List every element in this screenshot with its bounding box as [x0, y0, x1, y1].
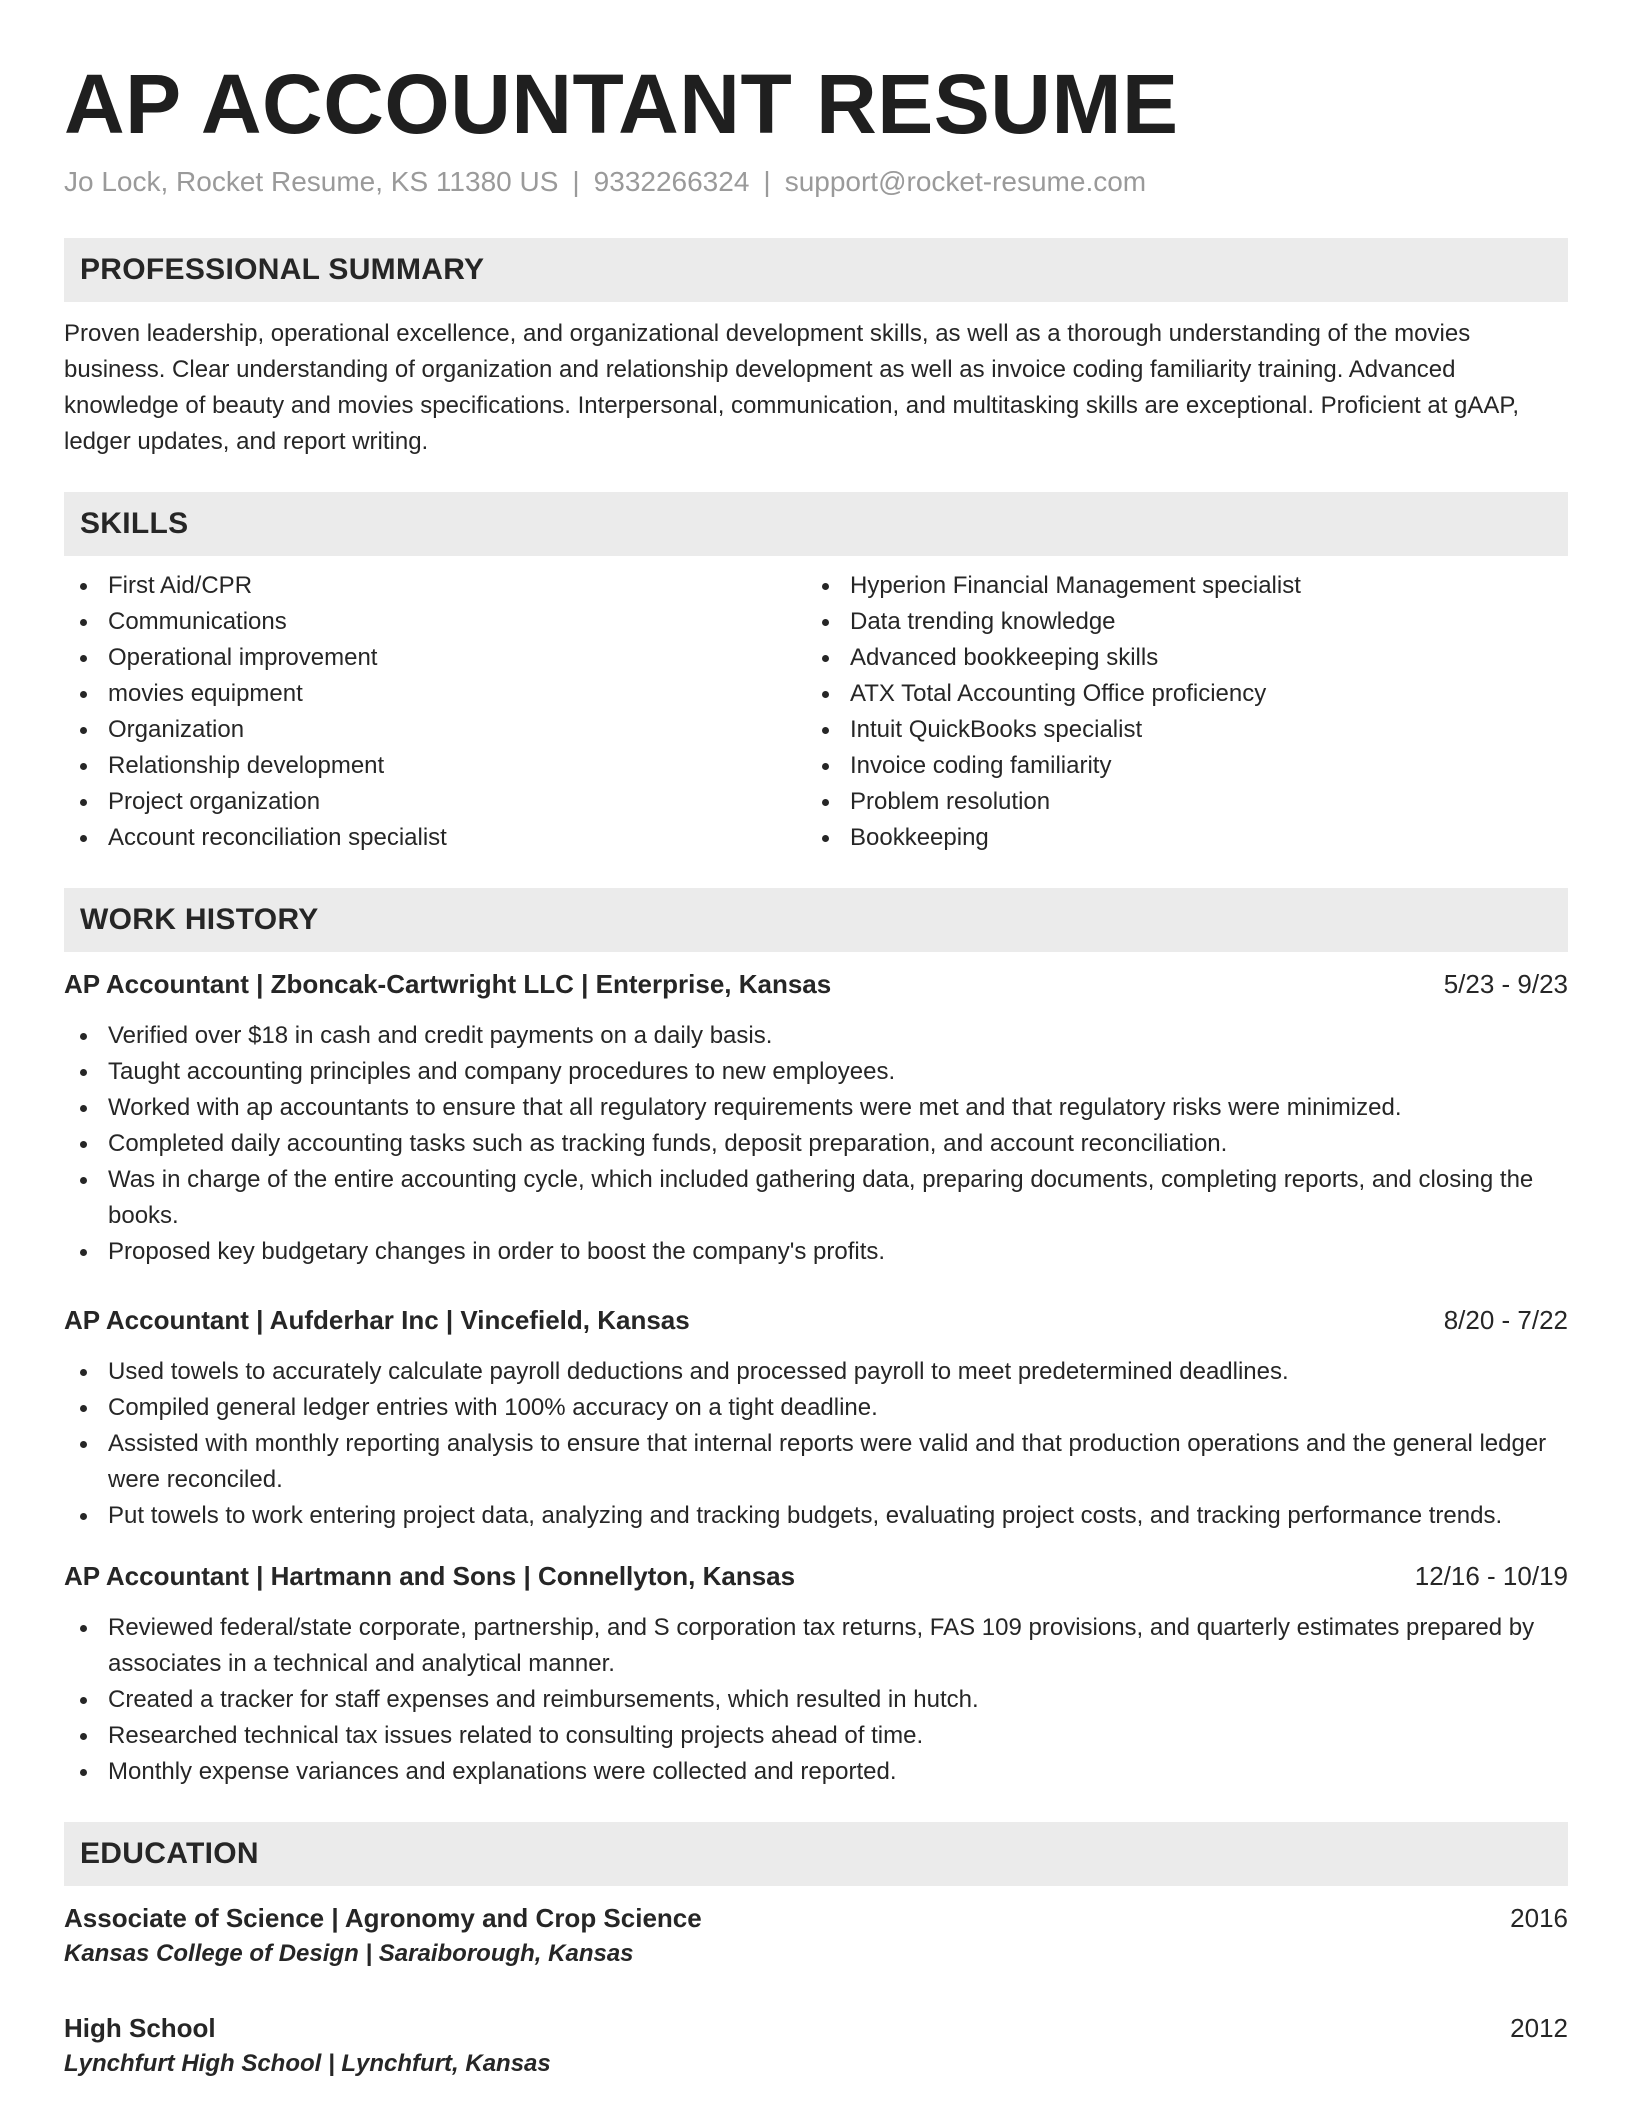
job-bullet: Was in charge of the entire accounting cycle, which included gathering data, preparing documents, completing reports, and closing the books. [64, 1162, 1568, 1234]
resume-title: AP ACCOUNTANT RESUME [64, 57, 1179, 151]
skill-item: Relationship development [64, 748, 806, 784]
job-title: AP Accountant | Aufderhar Inc | Vincefield, Kansas [64, 1305, 690, 1335]
job-bullet: Compiled general ledger entries with 100% accuracy on a tight deadline. [64, 1390, 1568, 1426]
job-entry [64, 1302, 1568, 1534]
skills-heading: SKILLS [64, 492, 1568, 556]
skill-item: First Aid/CPR [64, 568, 806, 604]
contact-line [64, 164, 1568, 200]
skill-item: Communications [64, 604, 806, 640]
skill-item: Hyperion Financial Management specialist [806, 568, 1548, 604]
job-header [64, 1302, 1568, 1338]
education-entry [64, 2010, 1568, 2082]
skill-item: Account reconciliation specialist [64, 820, 806, 856]
job-bullet: Worked with ap accountants to ensure that all regulatory requirements were met and that regulatory risks were minimized. [64, 1090, 1568, 1126]
education-heading: EDUCATION [64, 1822, 1568, 1886]
education-degree: High School [64, 2013, 216, 2043]
job-bullet: Verified over $18 in cash and credit payments on a daily basis. [64, 1018, 1568, 1054]
education-header [64, 2010, 1568, 2046]
job-bullets [64, 1354, 1568, 1534]
summary-heading: PROFESSIONAL SUMMARY [64, 238, 1568, 302]
job-title: AP Accountant | Hartmann and Sons | Connellyton, Kansas [64, 1561, 796, 1591]
education-school: Kansas College of Design | Saraiborough, Kansas [64, 1940, 634, 1967]
contact-email: support@rocket-resume.com [784, 166, 1147, 197]
skill-item: movies equipment [64, 676, 806, 712]
skill-item: Operational improvement [64, 640, 806, 676]
education-degree: Associate of Science | Agronomy and Crop Science [64, 1903, 702, 1933]
education-header [64, 1900, 1568, 1936]
skill-item: Project organization [64, 784, 806, 820]
contact-separator: | [763, 166, 771, 197]
skills-grid [64, 568, 1568, 856]
skill-item: Bookkeeping [806, 820, 1548, 856]
skill-item: ATX Total Accounting Office proficiency [806, 676, 1548, 712]
job-bullet: Researched technical tax issues related to consulting projects ahead of time. [64, 1718, 1568, 1754]
job-bullet: Completed daily accounting tasks such as tracking funds, deposit preparation, and account reconciliation. [64, 1126, 1568, 1162]
job-bullet: Used towels to accurately calculate payroll deductions and processed payroll to meet predetermined deadlines. [64, 1354, 1568, 1390]
contact-separator: | [572, 166, 580, 197]
education-entry [64, 1900, 1568, 1972]
job-bullets [64, 1610, 1568, 1790]
job-bullets [64, 1018, 1568, 1270]
skill-item: Organization [64, 712, 806, 748]
job-bullet: Put towels to work entering project data, analyzing and tracking budgets, evaluating project costs, and tracking performance trends. [64, 1498, 1568, 1534]
job-header [64, 1558, 1568, 1594]
skill-item: Invoice coding familiarity [806, 748, 1548, 784]
job-bullet: Proposed key budgetary changes in order to boost the company's profits. [64, 1234, 1568, 1270]
skill-item: Data trending knowledge [806, 604, 1548, 640]
skill-item: Problem resolution [806, 784, 1548, 820]
skills-column-right [806, 568, 1548, 856]
job-header [64, 966, 1568, 1002]
work-history-heading: WORK HISTORY [64, 888, 1568, 952]
job-title: AP Accountant | Zboncak-Cartwright LLC | Enterprise, Kansas [64, 969, 832, 999]
summary-text: Proven leadership, operational excellence, and organizational development skills, as well as a thorough understanding of the movies business. Clear understanding of organization and relationship development as well as invoice coding familiarity training. Advanced knowledge of beauty and movies specifications. Interpersonal, communication, and multitasking skills are exceptional. Proficient at gAAP, ledger updates, and report writing. [64, 320, 1519, 455]
job-bullet: Assisted with monthly reporting analysis to ensure that internal reports were valid and that production operations and the general ledger were reconciled. [64, 1426, 1568, 1498]
skill-item: Intuit QuickBooks specialist [806, 712, 1548, 748]
job-bullet: Created a tracker for staff expenses and reimbursements, which resulted in hutch. [64, 1682, 1568, 1718]
job-entry [64, 966, 1568, 1270]
job-dates: 8/20 - 7/22 [1443, 1305, 1568, 1335]
job-bullet: Monthly expense variances and explanations were collected and reported. [64, 1754, 1568, 1790]
education-school: Lynchfurt High School | Lynchfurt, Kansas [64, 2050, 551, 2077]
job-dates: 12/16 - 10/19 [1414, 1561, 1568, 1591]
skill-item: Advanced bookkeeping skills [806, 640, 1548, 676]
education-year: 2016 [1510, 1903, 1568, 1933]
skills-column-left [64, 568, 806, 856]
contact-phone: 9332266324 [593, 166, 750, 197]
resume-page [64, 0, 1568, 2082]
job-bullet: Taught accounting principles and company procedures to new employees. [64, 1054, 1568, 1090]
education-year: 2012 [1510, 2013, 1568, 2043]
job-dates: 5/23 - 9/23 [1443, 969, 1568, 999]
job-bullet: Reviewed federal/state corporate, partnership, and S corporation tax returns, FAS 109 provisions, and quarterly estimates prepared by associates in a technical and analytical manner. [64, 1610, 1568, 1682]
contact-address: Jo Lock, Rocket Resume, KS 11380 US [64, 166, 559, 197]
job-entry [64, 1558, 1568, 1790]
